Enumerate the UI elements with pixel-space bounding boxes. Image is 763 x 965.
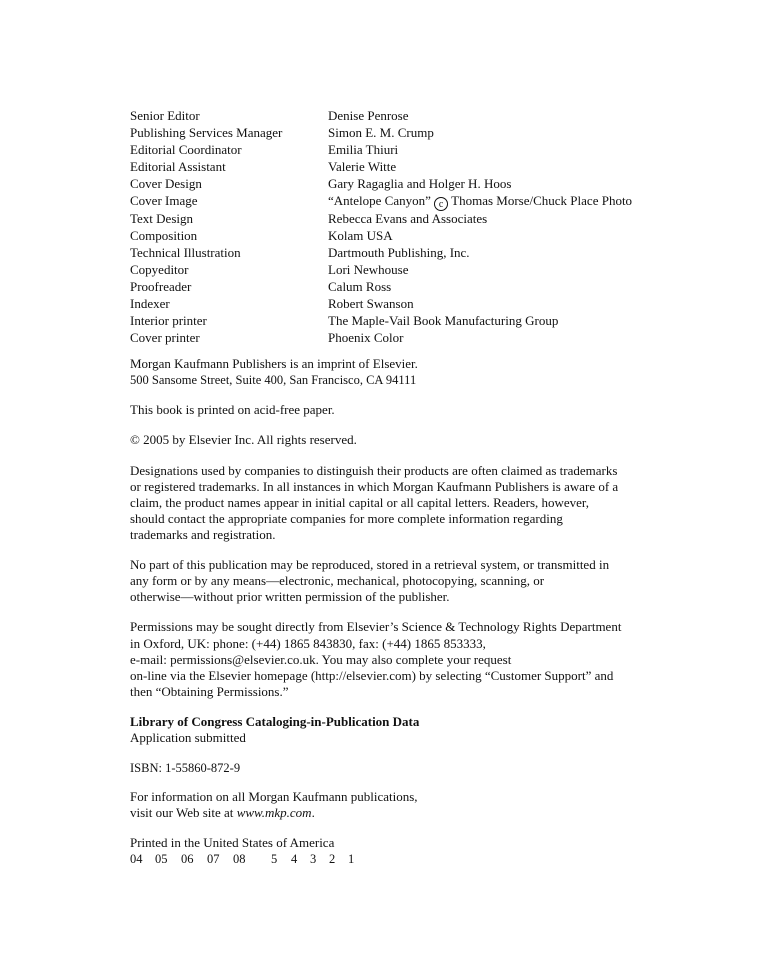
cover-image-credit: Thomas Morse/Chuck Place Photo [451, 193, 633, 209]
print-year: 07 [207, 852, 220, 867]
print-line [130, 851, 690, 867]
credit-role: Interior printer [130, 313, 207, 329]
credit-name: Robert Swanson [328, 296, 414, 312]
paragraph-line: then “Obtaining Permissions.” [130, 683, 289, 699]
permissions-paragraph [130, 619, 690, 699]
paragraph-line: otherwise—without prior written permission of the publisher. [130, 589, 450, 605]
publisher-block [130, 356, 690, 388]
print-run-number: 2 [329, 852, 336, 867]
credit-row [130, 124, 690, 141]
credit-name: Denise Penrose [328, 108, 409, 123]
paragraph-line: claim, the product names appear in initial capital or all capital letters. Readers, however, [130, 494, 589, 510]
cip-block [130, 714, 690, 746]
cip-status: Application submitted [130, 730, 246, 745]
credit-row [130, 295, 690, 312]
credit-name: The Maple-Vail Book Manufacturing Group [328, 313, 559, 329]
paragraph-line: e-mail: permissions@elsevier.co.uk. You may also complete your request [130, 651, 512, 667]
print-run-number: 4 [291, 852, 298, 867]
copyright-notice [130, 432, 690, 448]
print-year: 08 [233, 852, 246, 867]
info-block [130, 789, 690, 821]
credit-row [130, 107, 690, 124]
credit-role: Senior Editor [130, 108, 200, 123]
paragraph-line: No part of this publication may be reproduced, stored in a retrieval system, or transmitted in [130, 557, 610, 573]
info-suffix: . [311, 805, 315, 821]
print-run-number: 5 [271, 852, 278, 867]
website-link[interactable]: www.mkp.com [236, 805, 312, 821]
credit-row [130, 329, 690, 346]
printing-block [130, 835, 690, 867]
credit-name: Calum Ross [328, 278, 392, 294]
paragraph-line: in Oxford, UK: phone: (+44) 1865 843830, fax: (+44) 1865 853333, [130, 635, 486, 651]
credit-row [130, 175, 690, 192]
copyright-page [130, 107, 690, 867]
isbn-text: ISBN: 1-55860-872-9 [130, 761, 241, 776]
credit-row [130, 244, 690, 261]
print-year: 04 [130, 852, 143, 867]
print-year: 06 [181, 852, 194, 867]
credit-row [130, 227, 690, 244]
credit-name: Phoenix Color [328, 330, 404, 346]
paragraph-line: any form or by any means—electronic, mechanical, photocopying, scanning, or [130, 573, 545, 589]
credit-row [130, 261, 690, 278]
isbn-block [130, 760, 690, 776]
credit-role: Technical Illustration [130, 244, 241, 260]
paragraph-line: trademarks and registration. [130, 527, 276, 543]
credit-row [130, 278, 690, 295]
publisher-imprint: Morgan Kaufmann Publishers is an imprint of Elsevier. [130, 356, 418, 372]
credit-name: Gary Ragaglia and Holger H. Hoos [328, 176, 512, 192]
acid-free-notice [130, 402, 690, 418]
print-year: 05 [155, 852, 168, 867]
credit-name: Lori Newhouse [328, 261, 409, 277]
copyright-circle-icon: c [434, 197, 448, 211]
acid-free-text: This book is printed on acid-free paper. [130, 401, 335, 417]
credit-role: Copyeditor [130, 261, 189, 277]
print-run-number: 1 [348, 852, 355, 867]
credit-role: Cover printer [130, 330, 200, 346]
printed-in: Printed in the United States of America [130, 835, 335, 851]
info-line [130, 805, 690, 821]
credit-role: Editorial Coordinator [130, 142, 242, 158]
credit-role: Publishing Services Manager [130, 125, 283, 141]
paragraph-line: or registered trademarks. In all instances in which Morgan Kaufmann Publishers is aware of a [130, 478, 619, 494]
info-prefix: visit our Web site at [130, 805, 237, 821]
paragraph-line: should contact the appropriate companies for more complete information regarding [130, 510, 563, 526]
copyright-text: © 2005 by Elsevier Inc. All rights reserved. [130, 431, 357, 447]
credit-name: Dartmouth Publishing, Inc. [328, 244, 470, 260]
credit-role: Text Design [130, 210, 193, 226]
credit-row [130, 158, 690, 175]
print-run-number: 3 [310, 852, 317, 867]
info-line: For information on all Morgan Kaufmann publications, [130, 789, 418, 805]
credit-row [130, 312, 690, 329]
credit-name: Kolam USA [328, 227, 393, 243]
credit-row [130, 192, 690, 209]
credit-role: Composition [130, 227, 198, 243]
paragraph-line: on-line via the Elsevier homepage (http://elsevier.com) by selecting “Customer Support” and [130, 667, 614, 683]
credit-name: Emilia Thiuri [328, 142, 399, 158]
credit-name: Simon E. M. Crump [328, 125, 434, 141]
credit-name: Rebecca Evans and Associates [328, 210, 488, 226]
credit-role: Proofreader [130, 278, 192, 294]
credit-row [130, 141, 690, 158]
cip-heading: Library of Congress Cataloging-in-Publication Data [130, 713, 420, 729]
credit-row [130, 210, 690, 227]
credits-list [130, 107, 690, 346]
paragraph-line: Permissions may be sought directly from Elsevier’s Science & Technology Rights Department [130, 619, 622, 635]
credit-role: Editorial Assistant [130, 159, 226, 175]
credit-role: Cover Design [130, 176, 202, 192]
cover-image-title: “Antelope Canyon” [328, 193, 431, 209]
credit-role: Indexer [130, 296, 170, 312]
reproduction-paragraph [130, 557, 690, 605]
publisher-address: 500 Sansome Street, Suite 400, San Francisco, CA 94111 [130, 373, 417, 388]
credit-role: Cover Image [130, 193, 198, 209]
credit-name: Valerie Witte [328, 159, 397, 175]
trademark-paragraph [130, 463, 690, 543]
paragraph-line: Designations used by companies to distinguish their products are often claimed as trademarks [130, 462, 618, 478]
